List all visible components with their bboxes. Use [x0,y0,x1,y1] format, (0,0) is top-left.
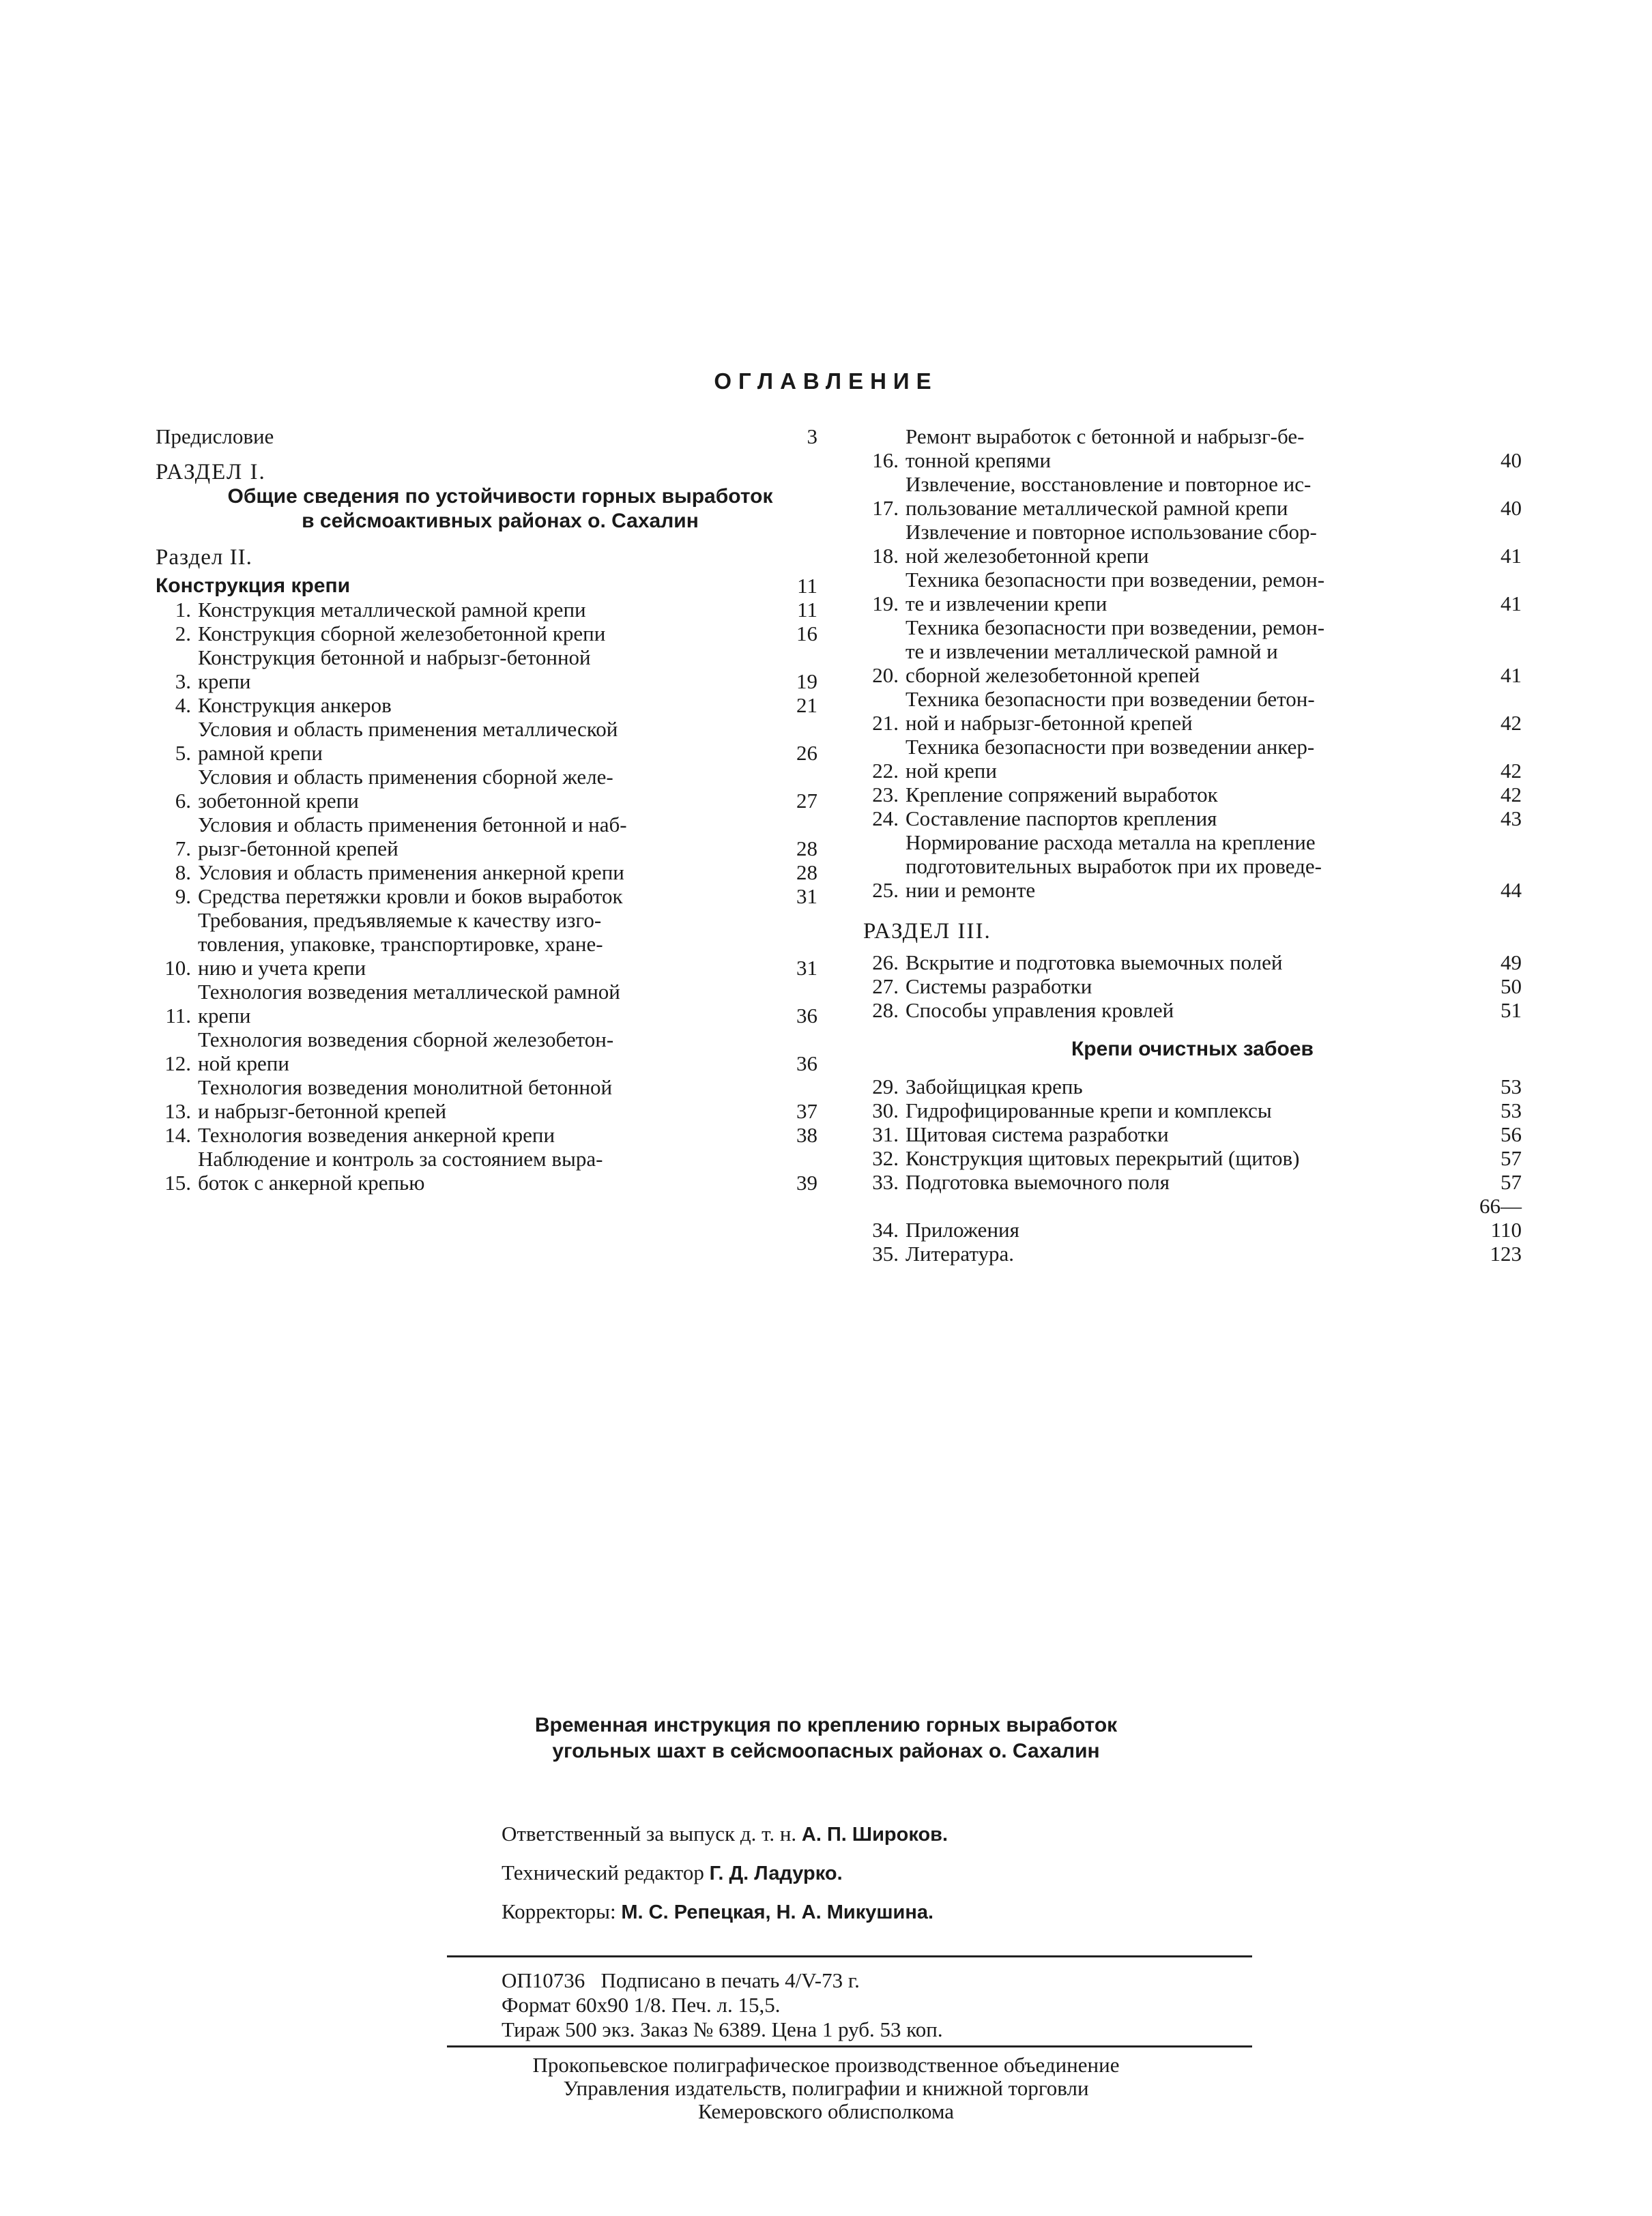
toc-entry-text [905,520,1453,568]
toc-heading-text: Конструкция крепи [156,574,351,597]
toc-entry-line: рызг-бетонной крепей [198,836,398,860]
toc-entry-text [198,693,749,717]
toc-entry[interactable] [156,765,817,813]
toc-entry-number: 21. [872,711,899,735]
toc-heading-construction[interactable] [156,574,817,598]
toc-entry-number: 29. [872,1075,899,1098]
toc-entry-number: 34. [872,1218,899,1242]
toc-entry-page: 53 [1501,1098,1522,1122]
toc-entry-text [198,645,749,693]
toc-entry-page: 50 [1501,974,1522,998]
toc-entry-line: Техника безопасности при возведении бетон- [905,687,1315,711]
toc-entry-page: 123 [1490,1242,1522,1266]
toc-title: ОГЛАВЛЕНИЕ [714,368,938,394]
toc-heading-page: 11 [797,574,817,598]
toc-left-column [156,424,817,1195]
toc-entry-line: пользование металлической рамной крепи [905,496,1288,520]
toc-entry-page: 11 [797,598,817,622]
publisher-line: Управления издательств, полиграфии и книжной торговли [563,2076,1089,2100]
toc-entry-text [198,1123,749,1147]
credit-editor-label: Технический редактор [502,1861,704,1884]
toc-entry-text [198,765,749,813]
toc-entry-line: боток с анкерной крепью [198,1171,425,1195]
toc-entry-line: Приложения [905,1218,1019,1242]
toc-entry-line: Технология возведения монолитной бетонной [198,1075,613,1099]
toc-entry-page: 42 [1501,783,1522,806]
toc-entry-line: нию и учета крепи [198,956,366,980]
toc-entry-page: 41 [1501,663,1522,687]
section-1-subtitle [183,484,817,534]
toc-entry-line: Конструкция щитовых перекрытий (щитов) [905,1146,1300,1170]
toc-entry-text [198,908,749,980]
toc-entry-line: Условия и область применения анкерной крепи [198,860,624,884]
toc-entry-line: зобетонной крепи [198,789,359,813]
toc-entry[interactable] [156,1075,817,1123]
toc-entry-page: 28 [796,836,817,860]
toc-entry[interactable] [863,424,1522,472]
toc-entry-page: 51 [1501,998,1522,1022]
toc-entry-text [198,622,749,645]
toc-entry-text [905,783,1453,806]
toc-entry-page: 36 [796,1004,817,1027]
toc-right-items-b [863,950,1522,1022]
toc-entry-page: 42 [1501,711,1522,735]
toc-entry[interactable] [863,568,1522,615]
toc-entry-page: 56 [1501,1122,1522,1146]
credit-editor [502,1854,948,1893]
toc-entry-page: 27 [796,789,817,813]
toc-entry-line: Крепление сопряжений выработок [905,783,1218,806]
toc-entry-text [198,717,749,765]
toc-entry-number: 28. [872,998,899,1022]
toc-entry-number: 14. [164,1123,191,1147]
toc-entry-line: Щитовая система разработки [905,1122,1169,1146]
toc-entry[interactable] [156,1123,817,1147]
toc-entry-text [198,1075,749,1123]
toc-entry-page: 26 [796,741,817,765]
toc-entry[interactable] [156,813,817,860]
publisher-line: Кемеровского облисполкома [697,2099,955,2123]
toc-entry-text [198,813,749,860]
toc-entry-text [905,1098,1453,1122]
toc-preface[interactable] [156,424,817,448]
toc-right-column [863,424,1522,1266]
toc-entry-line: Нормирование расхода металла на крепление [905,830,1316,854]
toc-entry[interactable] [863,1194,1522,1242]
toc-entry-number: 2. [175,622,191,645]
toc-entry-page: 66—110 [1479,1194,1522,1242]
toc-preface-page: 3 [807,424,817,448]
toc-entry-number: 18. [872,544,899,568]
print-info-line: Тираж 500 экз. Заказ № 6389. Цена 1 руб. 53 коп. [502,2017,943,2041]
toc-entry-line: Извлечение и повторное использование сбор- [905,520,1317,544]
credit-correctors-label: Корректоры: [502,1899,616,1923]
credit-correctors [502,1893,948,1931]
publisher [0,2054,1652,2123]
toc-entry-line: и набрызг-бетонной крепей [198,1099,447,1123]
toc-entry-text [905,1146,1453,1170]
toc-entry-page: 44 [1501,878,1522,902]
toc-entry-line: Конструкция сборной железобетонной крепи [198,622,606,645]
credit-editor-name: Г. Д. Ладурко. [709,1863,843,1884]
toc-entry[interactable] [156,598,817,622]
toc-entry[interactable] [863,520,1522,568]
section-2-label: Раздел II. [156,545,252,570]
toc-entry[interactable] [863,806,1522,830]
toc-entry-line: Извлечение, восстановление и повторное ис- [905,472,1312,496]
toc-entry[interactable] [156,908,817,980]
section-1-subtitle-line: в сейсмоактивных районах о. Сахалин [302,510,699,532]
toc-preface-text: Предисловие [156,424,274,448]
toc-entry-line: тонной крепями [905,448,1052,472]
toc-entry-line: рамной крепи [198,741,323,765]
toc-entry-text [905,615,1453,687]
toc-entry[interactable] [156,1027,817,1075]
toc-entry-number: 11. [165,1004,191,1027]
credit-responsible-name: А. П. Широков. [801,1824,948,1846]
toc-entry-page: 49 [1501,950,1522,974]
toc-entry-text [198,1027,749,1075]
toc-entry-number: 8. [175,860,191,884]
toc-entry-line: нии и ремонте [905,878,1036,902]
toc-entry[interactable] [863,1098,1522,1122]
toc-entry-line: Наблюдение и контроль за состоянием выра- [198,1147,603,1171]
toc-entry-number: 4. [175,693,191,717]
toc-entry-page: 40 [1501,496,1522,520]
toc-entry-line: Конструкция металлической рамной крепи [198,598,586,622]
toc-entry-text [905,974,1453,998]
toc-entry-number: 3. [175,669,191,693]
toc-entry[interactable] [156,1147,817,1195]
toc-entry-line: товления, упаковке, транспортировке, хране- [198,932,603,956]
toc-entry-number: 22. [872,759,899,783]
toc-entry-number: 25. [872,878,899,902]
toc-entry-number: 30. [872,1098,899,1122]
toc-entry-number: 13. [164,1099,191,1123]
toc-entry-page: 37 [796,1099,817,1123]
divider-top [447,1955,1252,1957]
colophon-title-line: Временная инструкция по креплению горных выработок [534,1714,1118,1736]
toc-entry-line: Средства перетяжки кровли и боков выработок [198,884,623,908]
toc-entry[interactable] [156,884,817,908]
toc-entry-page: 36 [796,1051,817,1075]
toc-entry-text [198,980,749,1027]
toc-entry-page: 40 [1501,448,1522,472]
toc-entry-line: те и извлечении крепи [905,592,1107,615]
toc-entry-line: Ремонт выработок с бетонной и набрызг-бе- [905,424,1305,448]
toc-entry[interactable] [156,860,817,884]
toc-entry-page: 39 [796,1171,817,1195]
toc-entry-line: Условия и область применения бетонной и наб- [198,813,627,836]
toc-entry[interactable] [863,1242,1522,1266]
toc-entry-page: 53 [1501,1075,1522,1098]
credit-responsible-label: Ответственный за выпуск д. т. н. [502,1822,797,1846]
toc-entry-text [198,884,749,908]
toc-entry-line: Техника безопасности при возведении, ремон- [905,615,1325,639]
toc-entry-text [905,1122,1453,1146]
toc-entry-line: Конструкция бетонной и набрызг-бетонной [198,645,591,669]
colophon-title [0,1712,1652,1764]
toc-entry-text [198,1147,749,1195]
toc-entry-number: 35. [872,1242,899,1266]
toc-entry-number: 17. [872,496,899,520]
toc-entry-text [905,1170,1453,1194]
toc-entry-line: Составление паспортов крепления [905,806,1217,830]
toc-entry-number: 6. [175,789,191,813]
toc-entry-line: Техника безопасности при возведении анкер- [905,735,1315,759]
toc-entry-line: ной крепи [905,759,997,783]
toc-entry-number: 7. [175,836,191,860]
toc-entry-number: 32. [872,1146,899,1170]
toc-entry-page: 16 [796,622,817,645]
toc-entry-line: сборной железобетонной крепей [905,663,1200,687]
toc-entry-page: 21 [796,693,817,717]
toc-entry-text [905,735,1453,783]
toc-entry-number: 26. [872,950,899,974]
toc-entry-line: ной крепи [198,1051,289,1075]
toc-entry[interactable] [156,645,817,693]
toc-entry-line: Системы разработки [905,974,1092,998]
toc-entry[interactable] [863,998,1522,1022]
toc-entry-number: 16. [872,448,899,472]
toc-entry-line: Техника безопасности при возведении, ремон- [905,568,1325,592]
toc-entry-page: 43 [1501,806,1522,830]
toc-entry[interactable] [863,1075,1522,1098]
colophon-title-line: угольных шахт в сейсмоопасных районах о. Сахалин [552,1740,1100,1762]
toc-entry-text [905,998,1453,1022]
credits [502,1815,948,1931]
toc-entry-line: Подготовка выемочного поля [905,1170,1170,1194]
toc-entry-page: 28 [796,860,817,884]
toc-entry-text [905,806,1453,830]
toc-entry-text [905,1075,1453,1098]
publisher-line: Прокопьевское полиграфическое производственное объединение [532,2053,1120,2077]
toc-entry[interactable] [863,1170,1522,1194]
toc-entry[interactable] [863,735,1522,783]
toc-entry[interactable] [156,980,817,1027]
toc-entry-text [905,687,1453,735]
toc-entry-line: Требования, предъявляемые к качеству изго- [198,908,602,932]
toc-entry-number: 19. [872,592,899,615]
toc-entry-text [905,424,1453,472]
toc-entry-number: 23. [872,783,899,806]
toc-entry-number: 31. [872,1122,899,1146]
section-1-label: РАЗДЕЛ I. [156,460,266,484]
toc-entry-line: Гидрофицированные крепи и комплексы [905,1098,1272,1122]
toc-entry-page: 38 [796,1123,817,1147]
toc-entry-text [905,830,1453,902]
toc-entry-text [198,860,749,884]
toc-entry-line: Условия и область применения металлической [198,717,618,741]
toc-entry[interactable] [863,1146,1522,1170]
section-1-subtitle-line: Общие сведения по устойчивости горных выработок [227,485,773,508]
toc-entry-page: 31 [796,956,817,980]
toc-entry-line: Литература. [905,1242,1015,1266]
toc-entry[interactable] [156,717,817,765]
toc-entry-text [905,1242,1453,1266]
toc-entry-page: 41 [1501,544,1522,568]
toc-entry-page: 42 [1501,759,1522,783]
toc-entry-line: Технология возведения сборной железобетон- [198,1027,614,1051]
toc-entry-line: Условия и область применения сборной желе- [198,765,613,789]
toc-entry-number: 20. [872,663,899,687]
toc-entry-number: 27. [872,974,899,998]
toc-entry[interactable] [863,472,1522,520]
toc-entry[interactable] [863,687,1522,735]
toc-entry-line: подготовительных выработок при их проведе- [905,854,1322,878]
toc-entry-number: 5. [175,741,191,765]
print-info-line: Формат 60х90 1/8. Печ. л. 15,5. [502,1993,781,2017]
toc-entry-line: Технология возведения анкерной крепи [198,1123,555,1147]
toc-entry-page: 31 [796,884,817,908]
toc-entry-line: крепи [198,1004,251,1027]
toc-entry[interactable] [863,1122,1522,1146]
toc-entry-number: 10. [164,956,191,980]
toc-entry-page: 19 [796,669,817,693]
toc-entry-line: Вскрытие и подготовка выемочных полей [905,950,1283,974]
toc-entry[interactable] [863,830,1522,902]
toc-entry-number: 33. [872,1170,899,1194]
toc-entry-number: 15. [164,1171,191,1195]
toc-right-items-a [863,424,1522,902]
toc-entry-number: 9. [175,884,191,908]
toc-entry-number: 1. [175,598,191,622]
credit-correctors-names: М. С. Репецкая, Н. А. Микушина. [621,1901,934,1923]
toc-entry[interactable] [863,974,1522,998]
toc-right-items-c [863,1075,1522,1266]
divider-bottom [447,2045,1252,2047]
toc-entry[interactable] [863,615,1522,687]
toc-entry-text [905,1218,1453,1242]
toc-entry-page: 41 [1501,592,1522,615]
toc-entry[interactable] [863,950,1522,974]
toc-left-items [156,598,817,1195]
toc-entry-line: крепи [198,669,251,693]
toc-entry-line: Технология возведения металлической рамной [198,980,620,1004]
toc-entry[interactable] [156,693,817,717]
toc-entry-line: Конструкция анкеров [198,693,392,717]
toc-entry-line: ной железобетонной крепи [905,544,1149,568]
toc-entry[interactable] [156,622,817,645]
toc-entry-text [905,568,1453,615]
toc-entry-page: 57 [1501,1146,1522,1170]
toc-entry-line: те и извлечении металлической рамной и [905,639,1278,663]
toc-entry-line: Способы управления кровлей [905,998,1174,1022]
toc-entry-number: 12. [164,1051,191,1075]
credit-responsible [502,1815,948,1854]
toc-entry-text [905,472,1453,520]
toc-entry-page: 57 [1501,1170,1522,1194]
section-3-label: РАЗДЕЛ III. [863,919,991,944]
toc-entry[interactable] [863,783,1522,806]
toc-entry-text [198,598,749,622]
print-info-line: ОП10736 Подписано в печать 4/V-73 г. [502,1968,860,1992]
toc-entry-text [905,950,1453,974]
print-info [502,1968,943,2042]
toc-heading-face-support: Крепи очистных забоев [1071,1038,1314,1060]
toc-entry-number: 24. [872,806,899,830]
toc-entry-line: Забойщицкая крепь [905,1075,1083,1098]
toc-entry-line: ной и набрызг-бетонной крепей [905,711,1193,735]
